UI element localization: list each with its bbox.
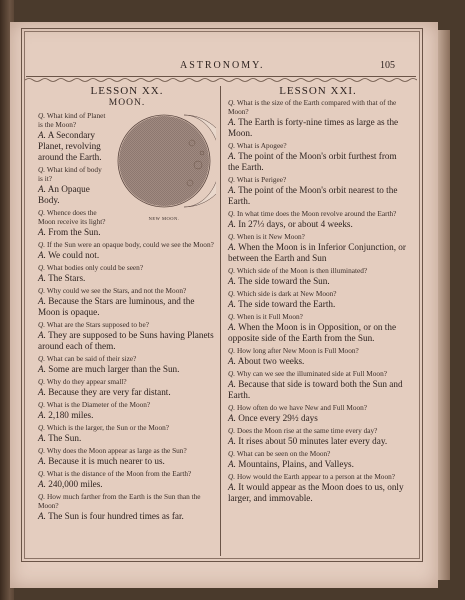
answer-line [228,379,408,401]
question-text: Why does the Moon appear as large as the Sun? [46,446,187,455]
question-text: What can be said of their size? [46,354,137,363]
lesson-title: LESSON XXI. [279,85,357,97]
answer-text: Because that side is toward both the Sun and Earth. [228,379,403,400]
answer-label: A. [38,227,46,237]
answer-text: An Opaque Body. [38,184,90,205]
answer-label: A. [228,299,236,309]
question-line [38,240,216,249]
question-text: How long after New Moon is Full Moon? [236,346,359,355]
answer-line [228,185,408,207]
question-label: Q. [38,320,46,329]
answer-text: The Earth is forty-nine times as large as the Moon. [228,117,399,138]
answer-text: Once every 29½ days [238,413,318,423]
question-label: Q. [228,449,236,458]
question-label: Q. [38,111,46,120]
answer-line [228,242,408,264]
question-label: Q. [38,469,46,478]
question-text: How often do we have New and Full Moon? [236,403,368,412]
answer-line [228,276,408,287]
question-text: What is Perigee? [236,175,287,184]
question-line [228,232,408,241]
question-label: Q. [38,165,46,174]
answer-text: About two weeks. [237,356,305,366]
answer-text: When the Moon is in Opposition, or on the opposite side of the Earth from the Sun. [228,322,397,343]
question-label: Q. [228,141,236,150]
answer-text: Some are much larger than the Sun. [48,364,180,374]
question-line [38,320,216,329]
question-line [228,209,408,218]
answer-line [228,436,408,447]
answer-label: A. [38,184,46,194]
question-label: Q. [38,423,46,432]
question-text: Which side is dark at New Moon? [236,289,337,298]
column-divider [220,86,221,556]
question-label: Q. [38,286,46,295]
question-line [38,354,216,363]
answer-line [228,151,408,173]
question-line [38,492,216,510]
question-text: What is Apogee? [236,141,287,150]
question-label: Q. [228,426,236,435]
question-label: Q. [38,263,46,272]
question-text: What are the Stars supposed to be? [46,320,149,329]
question-line [38,469,216,478]
answer-label: A. [38,364,46,374]
answer-text: Mountains, Plains, and Valleys. [238,459,354,469]
answer-text: In 27⅓ days, or about 4 weeks. [238,219,353,229]
answer-text: 240,000 miles. [48,479,103,489]
answer-line [38,296,216,318]
answer-line [38,330,216,352]
question-line [228,403,408,412]
image-caption: NEW MOON. [148,216,180,221]
question-label: Q. [228,369,236,378]
answer-line [38,250,216,261]
left-column [38,86,216,524]
question-text: Does the Moon rise at the same time every day? [236,426,378,435]
question-text: If the Sun were an opaque body, could we see the Moon? [46,240,214,249]
answer-label: A. [228,379,236,389]
question-text: Which side of the Moon is then illuminated? [236,266,368,275]
question-line [228,426,408,435]
question-line [38,446,216,455]
question-text: What bodies only could be seen? [46,263,144,272]
answer-label: A. [38,479,46,489]
answer-text: The Stars. [48,273,86,283]
answer-label: A. [228,436,236,446]
answer-label: A. [228,459,236,469]
answer-label: A. [228,219,236,229]
question-label: Q. [38,492,46,501]
answer-line [38,364,216,375]
answer-label: A. [228,322,236,332]
question-text: Whence does the Moon receive its light? [38,208,106,226]
answer-label: A. [38,511,46,521]
question-label: Q. [38,240,46,249]
answer-label: A. [228,242,236,252]
answer-label: A. [228,117,236,127]
question-text: When is it New Moon? [236,232,305,241]
answer-line [228,117,408,139]
answer-line [38,511,216,522]
answer-line [38,433,216,444]
question-line [38,286,216,295]
answer-line [38,227,216,238]
answer-line [228,356,408,367]
new-moon-image [112,113,216,213]
answer-label: A. [38,433,46,443]
answer-label: A. [38,250,46,260]
question-label: Q. [228,209,236,218]
right-column [228,86,408,506]
question-text: How much farther from the Earth is the Sun than the Moon? [38,492,201,510]
question-line [228,289,408,298]
answer-label: A. [228,151,236,161]
answer-label: A. [38,330,46,340]
answer-line [38,410,216,421]
right-qa-list [228,98,408,504]
answer-text: The Sun. [48,433,82,443]
answer-label: A. [38,456,46,466]
question-line [228,449,408,458]
answer-text: We could not. [48,250,100,260]
question-text: What is the distance of the Moon from the Earth? [46,469,192,478]
question-label: Q. [228,346,236,355]
answer-line [38,273,216,284]
answer-label: A. [38,130,46,140]
decorative-wavy-rule [25,77,417,83]
answer-text: They are supposed to be Suns having Planets around each of them. [38,330,214,351]
question-label: Q. [228,98,236,107]
answer-text: From the Sun. [48,227,101,237]
running-header-title: ASTRONOMY. [180,60,265,71]
answer-line [228,219,408,230]
question-text: What kind of body is it? [38,165,102,183]
answer-line [228,482,408,504]
question-line [38,263,216,272]
question-line [228,141,408,150]
page-number: 105 [380,60,395,71]
lesson-subtitle: MOON. [108,98,146,108]
answer-line [38,456,216,467]
question-text: Why can we see the illuminated side at Full Moon? [236,369,387,378]
question-text: Why do they appear small? [46,377,127,386]
question-line [228,175,408,184]
question-text: What is the size of the Earth compared with that of the Moon? [228,98,397,116]
answer-label: A. [228,413,236,423]
question-label: Q. [228,403,236,412]
question-label: Q. [228,312,236,321]
answer-text: The side toward the Earth. [238,299,336,309]
answer-text: 2,180 miles. [48,410,94,420]
answer-text: When the Moon is in Inferior Conjunction, or between the Earth and Sun [228,242,406,263]
question-text: When is it Full Moon? [236,312,303,321]
answer-label: A. [38,296,46,306]
answer-label: A. [228,276,236,286]
answer-label: A. [38,273,46,283]
question-label: Q. [38,446,46,455]
question-label: Q. [38,400,46,409]
question-line [228,312,408,321]
answer-text: It would appear as the Moon does to us, only larger, and immovable. [228,482,404,503]
answer-text: Because the Stars are luminous, and the Moon is opaque. [38,296,195,317]
question-label: Q. [228,232,236,241]
question-line [38,377,216,386]
question-label: Q. [228,472,236,481]
answer-line [228,299,408,310]
question-line [228,98,408,116]
answer-line [228,322,408,344]
question-line [228,369,408,378]
answer-text: The point of the Moon's orbit furthest from the Earth. [228,151,397,172]
question-label: Q. [228,289,236,298]
answer-line [38,387,216,398]
question-label: Q. [38,208,46,217]
moon-illustration [112,113,216,224]
question-line [228,346,408,355]
answer-label: A. [228,482,236,492]
answer-text: The Sun is four hundred times as far. [48,511,184,521]
question-label: Q. [38,377,46,386]
question-text: Why could we see the Stars, and not the Moon? [46,286,187,295]
answer-label: A. [38,410,46,420]
answer-text: The point of the Moon's orbit nearest to the Earth. [228,185,398,206]
question-label: Q. [228,266,236,275]
question-text: In what time does the Moon revolve around the Earth? [236,209,397,218]
question-line [228,472,408,481]
answer-text: A Secondary Planet, revolving around the Earth. [38,130,102,162]
answer-text: The side toward the Sun. [238,276,330,286]
question-text: How would the Earth appear to a person at the Moon? [236,472,395,481]
question-text: What can be seen on the Moon? [236,449,331,458]
question-text: What is the Diameter of the Moon? [46,400,151,409]
question-text: Which is the larger, the Sun or the Moon? [46,423,169,432]
question-line [38,400,216,409]
lesson-title: LESSON XX. [90,85,164,97]
question-line [38,423,216,432]
answer-line [228,413,408,424]
question-text: What kind of Planet is the Moon? [38,111,106,129]
answer-line [228,459,408,470]
question-label: Q. [228,175,236,184]
answer-text: It rises about 50 minutes later every day. [238,436,388,446]
answer-label: A. [38,387,46,397]
answer-label: A. [228,356,236,366]
answer-text: Because it is much nearer to us. [48,456,165,466]
answer-text: Because they are very far distant. [48,387,171,397]
answer-label: A. [228,185,236,195]
answer-line [38,479,216,490]
question-line [228,266,408,275]
question-label: Q. [38,354,46,363]
page-edges [436,30,450,580]
